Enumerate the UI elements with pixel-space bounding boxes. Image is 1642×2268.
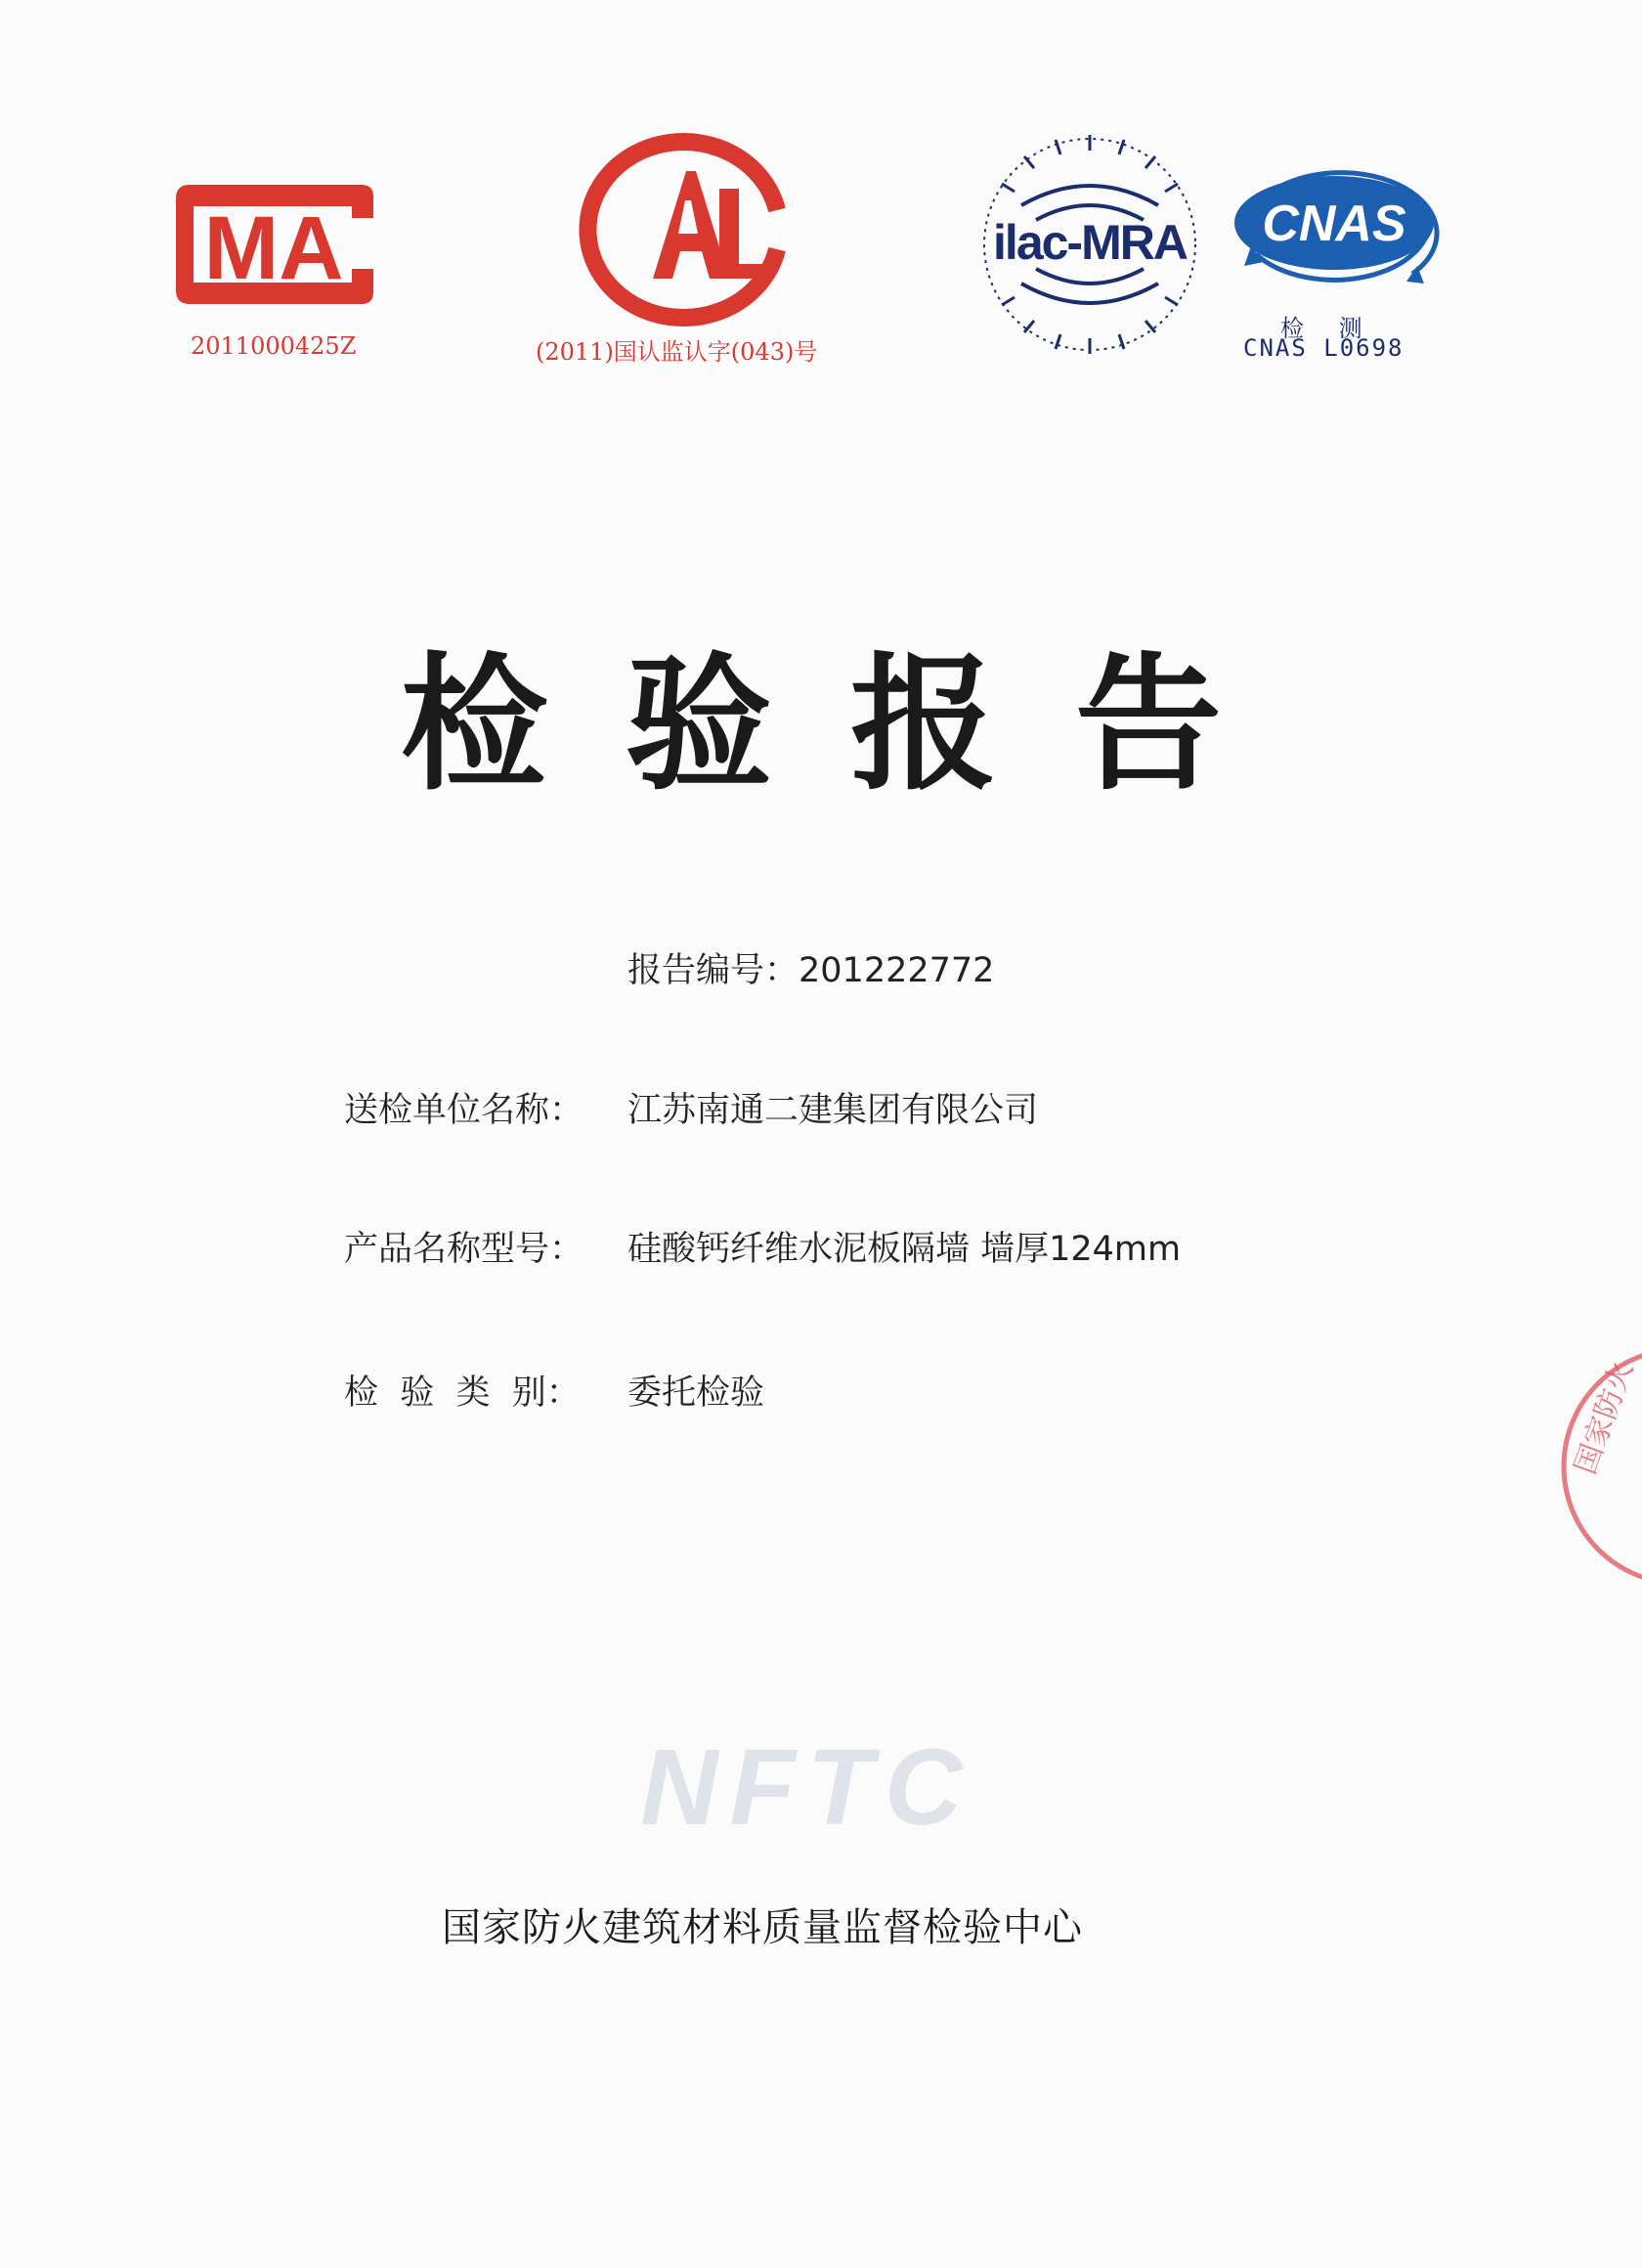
cal-logo — [577, 132, 801, 327]
cnas-mark-text: CNAS — [1262, 196, 1406, 252]
field-product-value: 硅酸钙纤维水泥板隔墙 墙厚124mm — [627, 1230, 1182, 1269]
seal-text: 国家防火 — [1568, 1357, 1641, 1479]
report-number-value: 201222772 — [799, 951, 995, 990]
page-title: 检验报告 — [401, 640, 1301, 810]
cnas-logo — [1217, 137, 1451, 313]
nftc-watermark: NFTC — [640, 1727, 974, 1848]
cal-mark-icon — [577, 132, 801, 327]
ilac-mark-text: ilac-MRA — [993, 215, 1187, 270]
cma-caption: 2011000425Z — [191, 332, 357, 360]
ilac-mra-logo — [977, 127, 1202, 362]
cnas-sub-label: 检 测 — [1280, 315, 1376, 342]
cnas-caption: CNAS L0698 — [1243, 334, 1404, 362]
field-client — [344, 1083, 1038, 1132]
cma-logo — [156, 171, 406, 318]
field-test-type-value: 委托检验 — [627, 1374, 765, 1413]
issuer-name: 国家防火建筑材料质量监督检验中心 — [442, 1905, 1083, 1950]
field-client-label: 送检单位名称： — [344, 1091, 584, 1130]
seal-stamp — [1554, 1330, 1642, 1603]
field-test-type — [344, 1366, 764, 1415]
seal-icon — [1554, 1330, 1642, 1603]
cma-mark-icon — [156, 171, 406, 318]
field-client-value: 江苏南通二建集团有限公司 — [627, 1091, 1039, 1130]
field-product-label: 产品名称型号： — [344, 1230, 584, 1269]
cnas-mark-icon — [1217, 137, 1451, 313]
cal-caption: (2011)国认监认字(043)号 — [536, 338, 818, 366]
cma-mark-text: MA — [203, 198, 344, 298]
field-product — [344, 1222, 1181, 1271]
ilac-globe-icon — [977, 127, 1202, 362]
report-number-label: 报告编号： — [627, 951, 799, 990]
field-test-type-label: 检 验 类 别： — [344, 1374, 581, 1413]
report-number — [627, 943, 994, 992]
